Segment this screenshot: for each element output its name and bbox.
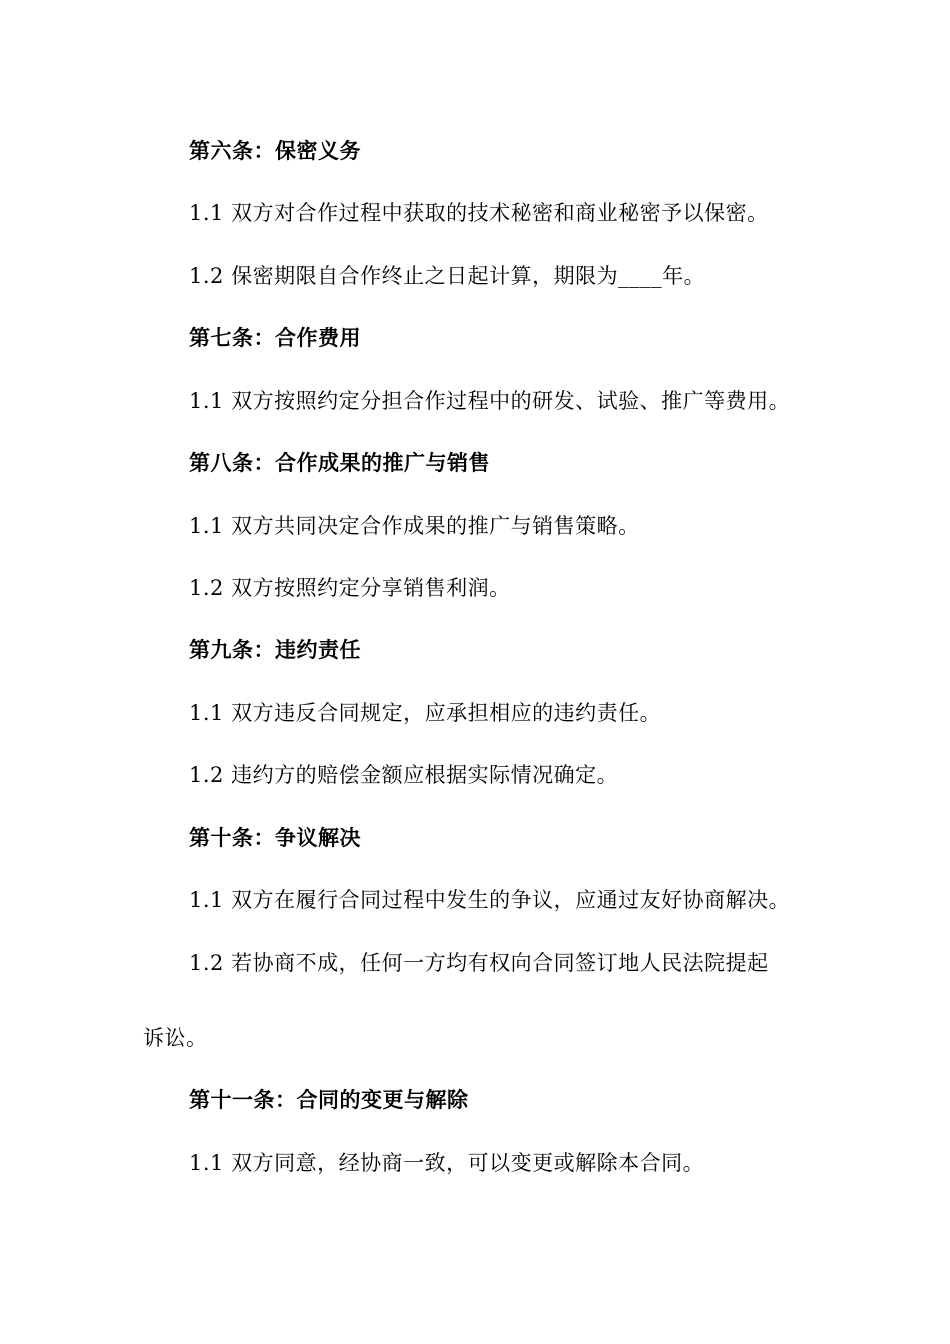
section-7-heading: 第七条：合作费用 [189, 326, 361, 350]
section-9-heading: 第九条：违约责任 [189, 638, 361, 662]
section-10-heading: 第十条：争议解决 [189, 826, 361, 850]
section-10-clause-2: 1.2 若协商不成，任何一方均有权向合同签订地人民法院提起 [189, 951, 769, 975]
section-6-heading: 第六条：保密义务 [189, 139, 361, 163]
section-8-clause-1: 1.1 双方共同决定合作成果的推广与销售策略。 [189, 514, 640, 538]
section-11-clause-1: 1.1 双方同意，经协商一致，可以变更或解除本合同。 [189, 1151, 705, 1175]
section-8-clause-2: 1.2 双方按照约定分享销售利润。 [189, 576, 511, 600]
section-11-heading: 第十一条：合同的变更与解除 [189, 1088, 469, 1112]
section-10-clause-1: 1.1 双方在履行合同过程中发生的争议，应通过友好协商解决。 [189, 888, 791, 912]
section-8-heading: 第八条：合作成果的推广与销售 [189, 451, 490, 475]
section-6-clause-1: 1.1 双方对合作过程中获取的技术秘密和商业秘密予以保密。 [189, 201, 769, 225]
section-9-clause-2: 1.2 违约方的赔偿金额应根据实际情况确定。 [189, 763, 619, 787]
section-10-clause-2-continuation: 诉讼。 [143, 1026, 208, 1050]
section-7-clause-1: 1.1 双方按照约定分担合作过程中的研发、试验、推广等费用。 [189, 389, 791, 413]
section-6-clause-2: 1.2 保密期限自合作终止之日起计算，期限为____年。 [189, 264, 706, 288]
section-9-clause-1: 1.1 双方违反合同规定，应承担相应的违约责任。 [189, 701, 662, 725]
